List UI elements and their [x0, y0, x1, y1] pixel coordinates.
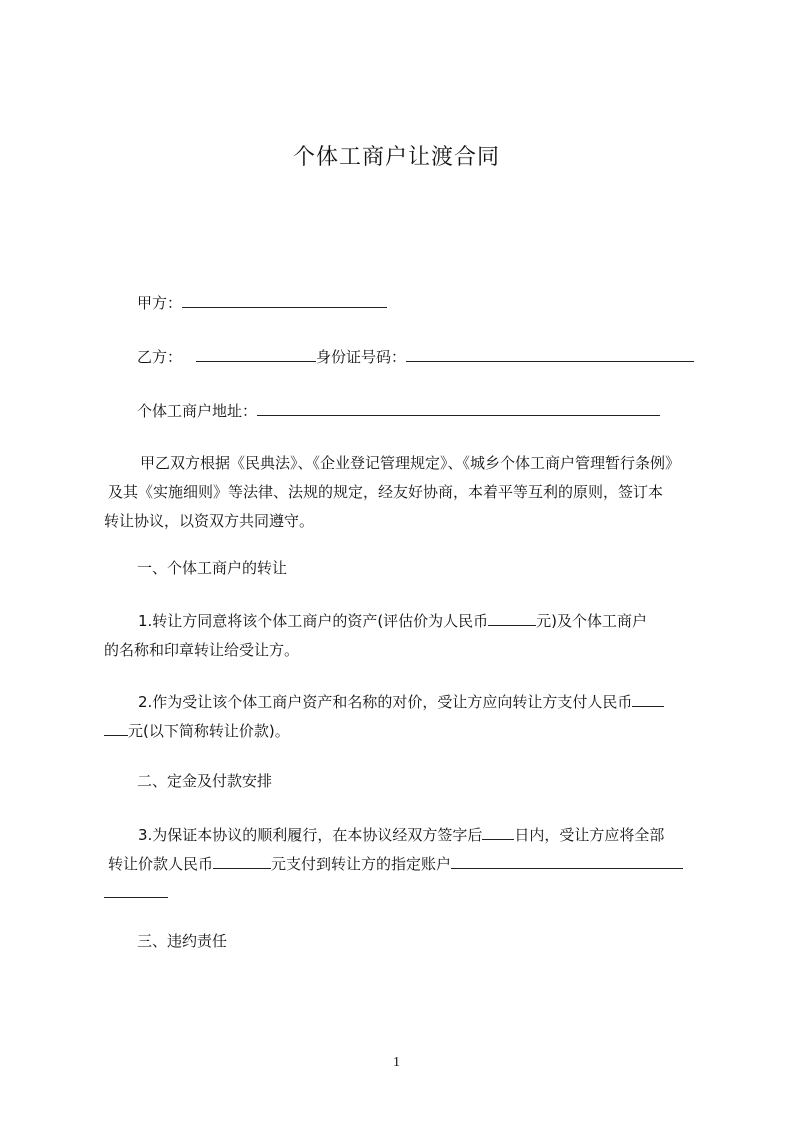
party-b-blank [196, 345, 316, 362]
clause-2-part-1: 2.作为受让该个体工商户资产和名称的对价，受让方应向转让方支付人民币 [138, 693, 633, 711]
address-label: 个体工商户地址： [137, 402, 258, 420]
appraised-value-blank [488, 609, 536, 626]
clause-3-part-3: 转让价款人民币 [108, 855, 214, 873]
transfer-price-blank-2 [104, 719, 128, 736]
clause-1-line-1 [104, 607, 704, 636]
clause-3-line-2 [104, 850, 704, 879]
clause-3-line-1 [104, 821, 704, 850]
clause-3-line-3 [104, 879, 704, 908]
clause-2-line-2 [104, 717, 704, 746]
clause-1-part-1: 1.转让方同意将该个体工商户的资产(评估价为人民币 [138, 612, 489, 630]
clause-2-part-2: 元(以下简称转让价款)。 [128, 722, 290, 740]
clause-1 [104, 607, 704, 665]
address-line [137, 399, 660, 421]
section-1-heading: 一、个体工商户的转让 [137, 559, 288, 577]
account-blank-2 [104, 881, 168, 898]
clause-1-part-3: 的名称和印章转让给受让方。 [104, 641, 300, 659]
section-2-heading: 二、定金及付款安排 [137, 772, 273, 790]
intro-line-2: 及其《实施细则》等法律、法规的规定，经友好协商，本着平等互利的原则，签订本 [108, 483, 664, 501]
address-blank [257, 399, 660, 416]
id-number-label: 身份证号码： [316, 348, 407, 366]
transfer-price-blank-1 [632, 690, 664, 707]
page-number: 1 [393, 1055, 400, 1070]
party-b-line [137, 345, 694, 367]
days-blank [482, 823, 514, 840]
document-title: 个体工商户让渡合同 [292, 145, 500, 170]
section-3-heading: 三、违约责任 [137, 932, 228, 950]
party-a-label: 甲方： [137, 294, 183, 312]
intro-line-1: 甲乙双方根据《民典法》、《企业登记管理规定》、《城乡个体工商户管理暂行条例》 [140, 454, 681, 472]
clause-3 [104, 821, 704, 908]
id-number-blank [406, 345, 694, 362]
clause-2 [104, 688, 704, 746]
party-b-label: 乙方： [137, 348, 183, 366]
payment-amount-blank [213, 852, 271, 869]
clause-3-part-1: 3.为保证本协议的顺利履行，在本协议经双方签字后 [138, 826, 483, 844]
clause-1-part-2: 元)及个体工商户 [536, 612, 648, 630]
intro-paragraph [104, 449, 704, 536]
clause-3-part-4: 元支付到转让方的指定账户 [271, 855, 452, 873]
party-a-line [137, 291, 387, 313]
account-blank-1 [451, 852, 683, 869]
clause-3-part-2: 日内，受让方应将全部 [514, 826, 665, 844]
clause-2-line-1 [104, 688, 704, 717]
intro-line-3: 转让协议，以资双方共同遵守。 [104, 512, 315, 530]
party-a-blank [182, 291, 387, 308]
